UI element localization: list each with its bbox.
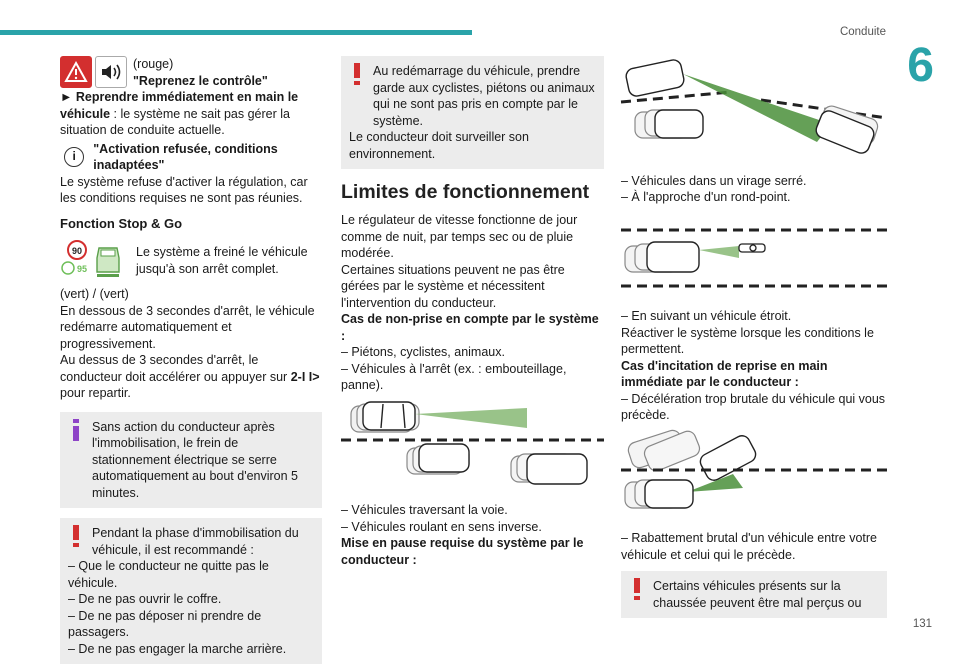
restart-text-1: En dessous de 3 secondes d'arrêt, le véhicule redémarre automatiquement et progressivement. — [60, 303, 315, 351]
stopgo-text: Le système a freiné le véhicule jusqu'à son arrêt complet. — [136, 245, 308, 276]
alert-takeover — [60, 56, 322, 89]
column-2 — [341, 56, 604, 568]
car-stopped-icon — [93, 240, 123, 280]
takeover-paragraph: ► Reprendre immédiatement en main le véhicule : le système ne sait pas gérer la situation de conduite actuelle. — [60, 90, 299, 137]
nonprise-title: Cas de non-prise en compte par le système : — [341, 312, 599, 343]
warning-note-perception: Certains véhicules présents sur la chaussée peuvent être mal perçus ou — [621, 571, 887, 618]
list-item: – Véhicules traversant la voie. — [341, 503, 508, 517]
warning-triangle-icon — [60, 56, 92, 88]
svg-text:95: 95 — [76, 264, 88, 274]
stopgo-title: Fonction Stop & Go — [60, 215, 183, 231]
alert-title: "Reprenez le contrôle" — [133, 73, 268, 88]
intro-text-2: Certaines situations peuvent ne pas être gérées par le système et nécessitent l'intervention du conducteur. — [341, 262, 565, 310]
info-note: Sans action du conducteur après l'immobilisation, le frein de stationnement électrique se serre automatiquement au bout d'environ 5 minutes. — [60, 412, 322, 509]
warning-note: Pendant la phase d'immobilisation du véhicule, il est recommandé : – Que le conducteur ne quitte pas le véhicule. – De ne pas ouvrir le coffre. – De ne pas déposer ni prendre de passagers. – De ne pas engager la marche arrière. — [60, 518, 322, 664]
list-item: – Rabattement brutal d'un véhicule entre votre véhicule et celui qui le précède. — [621, 531, 878, 562]
illustration-stopped-vehicles — [341, 400, 604, 495]
list-item: – À l'approche d'un rond-point. — [621, 190, 791, 204]
speed-limit-icon — [60, 240, 90, 280]
stopgo-row — [60, 240, 322, 280]
incitation-title: Cas d'incitation de reprise en main immédiate par le conducteur : — [621, 358, 828, 389]
list-item: – Véhicules dans un virage serré. — [621, 173, 807, 188]
list-item: – Piétons, cyclistes, animaux. — [341, 345, 505, 359]
illustration-narrow-vehicle — [621, 224, 887, 299]
warning-mark-icon — [350, 63, 364, 85]
chapter-number: 6 — [907, 39, 934, 92]
reactivate-text: Réactiver le système lorsque les conditions le permettent. — [621, 325, 874, 356]
list-item: – Véhicules à l'arrêt (ex. : embouteillage, panne). — [341, 361, 567, 392]
list-item: – Décélération trop brutale du véhicule qui vous précède. — [621, 391, 886, 422]
list-item: – En suivant un véhicule étroit. — [621, 309, 792, 323]
info-icon: i — [60, 141, 88, 173]
section-title: Limites de fonctionnement — [341, 181, 590, 203]
svg-text:90: 90 — [71, 246, 83, 256]
page-number: 131 — [912, 617, 932, 630]
chapter-title: Conduite — [839, 26, 886, 38]
warning-note-restart: Au redémarrage du véhicule, prendre garde aux cyclistes, piétons ou animaux qui ne sont pas pris en compte par le système. Le conducteur doit surveiller son environnement. — [341, 56, 604, 169]
warning-mark-icon — [630, 578, 644, 600]
illustration-tight-curve — [621, 56, 887, 167]
info-mark-icon — [69, 419, 83, 441]
header-accent-bar — [0, 30, 472, 35]
activation-title: "Activation refusée, conditions inadaptées" — [93, 141, 278, 172]
pause-title: Mise en pause requise du système par le conducteur : — [341, 536, 584, 567]
warning-mark-icon — [69, 525, 83, 547]
restart-text-2: Au dessus de 3 secondes d'arrêt, le conducteur doit accélérer ou appuyer sur 2-I I> pour repartir. — [60, 353, 320, 400]
alert-color: (rouge) — [133, 57, 174, 71]
illustration-cut-in — [621, 430, 887, 523]
column-3 — [621, 56, 887, 618]
alert-activation — [60, 141, 322, 174]
intro-text: Le régulateur de vitesse fonctionne de jour comme de nuit, par temps sec ou de pluie modérée. — [341, 213, 578, 260]
sound-alert-icon — [95, 56, 127, 88]
column-1 — [60, 56, 322, 664]
stopgo-colors: (vert) / (vert) — [60, 287, 129, 301]
list-item: – Véhicules roulant en sens inverse. — [341, 519, 542, 534]
activation-text: Le système refuse d'activer la régulation, car les conditions requises ne sont pas réunies. — [60, 174, 308, 205]
